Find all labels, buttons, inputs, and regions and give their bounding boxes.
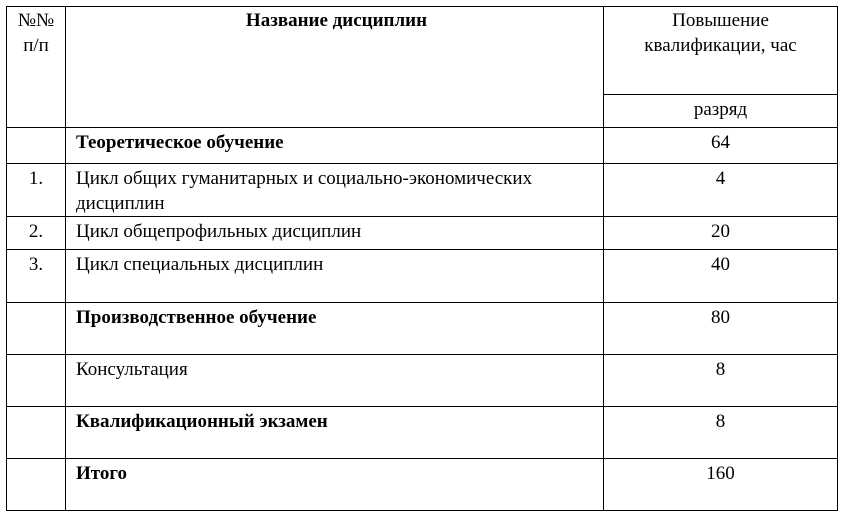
row-number xyxy=(7,355,66,407)
row-number: 3. xyxy=(7,250,66,303)
table-row xyxy=(7,355,838,407)
row-number xyxy=(7,459,66,511)
table-row xyxy=(7,217,838,250)
header-grade-label: разряд xyxy=(693,99,748,120)
table-row xyxy=(7,459,838,511)
row-discipline: Теоретическое обучение xyxy=(66,128,604,164)
row-discipline: Квалификационный экзамен xyxy=(66,407,604,459)
row-discipline: Цикл общих гуманитарных и социально-экономических дисциплин xyxy=(66,164,604,217)
header-grade xyxy=(604,95,838,128)
row-discipline: Цикл общепрофильных дисциплин xyxy=(66,217,604,250)
row-discipline: Производственное обучение xyxy=(66,303,604,355)
row-hours: 20 xyxy=(604,217,838,250)
row-hours: 160 xyxy=(604,459,838,511)
header-qualification xyxy=(604,7,838,95)
row-number: 1. xyxy=(7,164,66,217)
row-hours: 4 xyxy=(604,164,838,217)
header-discipline-name xyxy=(66,7,604,128)
header-qualification-label: Повышение квалификации, час xyxy=(644,10,797,56)
row-hours: 64 xyxy=(604,128,838,164)
row-hours: 8 xyxy=(604,355,838,407)
row-hours: 40 xyxy=(604,250,838,303)
disciplines-table xyxy=(6,6,838,511)
table-row xyxy=(7,164,838,217)
row-hours: 80 xyxy=(604,303,838,355)
header-row-top xyxy=(7,7,838,95)
row-number xyxy=(7,128,66,164)
row-number xyxy=(7,407,66,459)
table-row xyxy=(7,250,838,303)
row-discipline: Консультация xyxy=(66,355,604,407)
table-row xyxy=(7,407,838,459)
row-number xyxy=(7,303,66,355)
row-discipline: Итого xyxy=(66,459,604,511)
header-discipline-name-label: Название дисциплин xyxy=(245,10,428,31)
table-row xyxy=(7,303,838,355)
row-discipline: Цикл специальных дисциплин xyxy=(66,250,604,303)
row-hours: 8 xyxy=(604,407,838,459)
header-number-label: №№ п/п xyxy=(17,10,55,56)
row-number: 2. xyxy=(7,217,66,250)
header-number xyxy=(7,7,66,128)
table-row xyxy=(7,128,838,164)
